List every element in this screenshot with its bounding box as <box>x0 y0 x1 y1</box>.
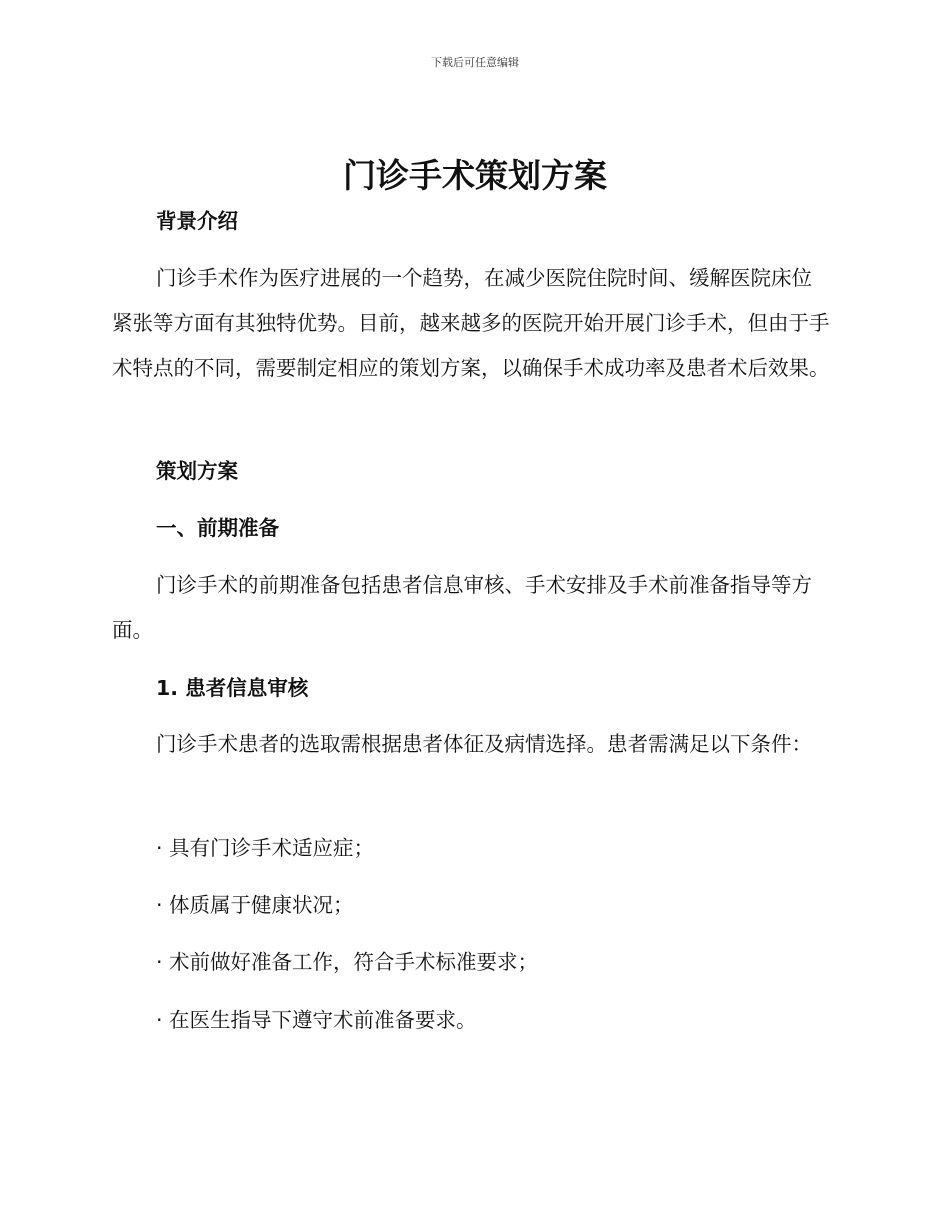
heading-patient-review: 1. 患者信息审核 <box>156 676 309 700</box>
list-item: · 具有门诊手术适应症； <box>156 836 375 860</box>
list-item: · 在医生指导下遵守术前准备要求。 <box>156 1008 477 1032</box>
paragraph-background <box>112 256 832 391</box>
paragraph-preparation-text: 门诊手术的前期准备包括患者信息审核、手术安排及手术前准备指导等方面。 <box>112 573 812 642</box>
paragraph-preparation <box>112 563 832 653</box>
paragraph-patient-review <box>112 722 832 767</box>
list-item: · 体质属于健康状况； <box>156 893 354 917</box>
header-note: 下载后可任意编辑 <box>431 56 519 69</box>
document-title: 门诊手术策划方案 <box>343 156 607 195</box>
heading-preparation: 一、前期准备 <box>156 516 279 540</box>
paragraph-background-text: 门诊手术作为医疗进展的一个趋势，在减少医院住院时间、缓解医院床位紧张等方面有其独特优势。目前，越来越多的医院开始开展门诊手术，但由于手术特点的不同，需要制定相应的策划方案，以确保手术成功率及患者术后效果。 <box>112 266 830 380</box>
heading-plan: 策划方案 <box>156 459 238 483</box>
list-item: · 术前做好准备工作，符合手术标准要求； <box>156 950 539 974</box>
heading-background: 背景介绍 <box>156 209 238 233</box>
paragraph-patient-review-text: 门诊手术患者的选取需根据患者体征及病情选择。患者需满足以下条件： <box>156 732 812 756</box>
